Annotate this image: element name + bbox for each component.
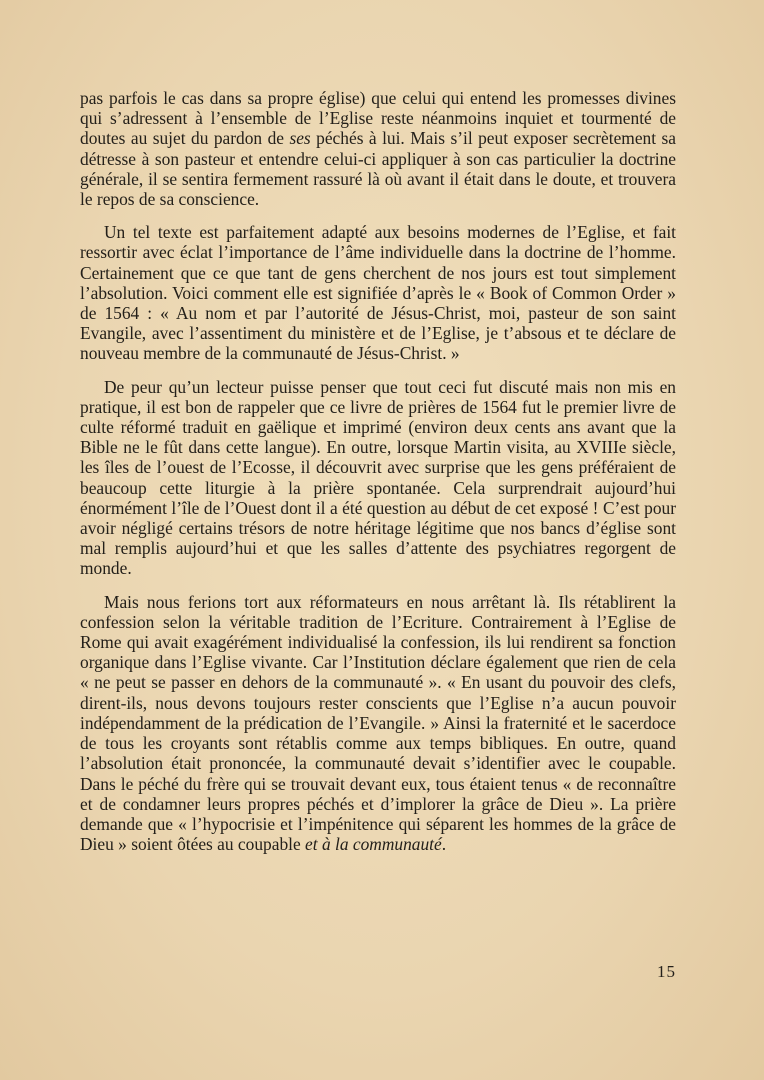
paragraph-1-emphasis: ses — [289, 128, 311, 149]
paragraph-3-text: De peur qu’un lecteur puisse penser que tout ceci fut discuté mais non mis en pratique, il est bon de rappeler que ce livre de prières de 1564 fut le premier livre de culte réformé traduit en gaëlique et imprimé (environ deux cents ans avant que la Bible ne le fût dans cette langue). En outre, lorsque Martin visita, au XVIIIe siècle, les îles de l’ouest de l’Ecosse, il découvrit avec surprise que les gens préféraient de beaucoup cette liturgie à la prière spontanée. Cela surprendrait aujourd’hui énormément l’île de l’Ouest dont il a été question au début de cet exposé ! C’est pour avoir négligé certains trésors de notre héritage légitime que nos bancs d’église sont mal remplis aujourd’hui et que les salles d’attente des psychiatres regorgent de monde. — [80, 376, 676, 579]
paragraph-4-text-a: Mais nous ferions tort aux réformateurs en nous arrêtant là. Ils rétablirent la confession selon la véritable tradition de l’Ecriture. Contrairement à l’Eglise de Rome qui avait exagérément individualisé la confession, ils lui rendirent sa fonction organique dans l’Eglise vivante. Car l’Institution déclare également que rien de cela « ne peut se passer en dehors de la communauté ». « En usant du pouvoir des clefs, dirent-ils, nous devons toujours rester conscients que l’Eglise n’a aucun pouvoir indépendamment de la prédication de l’Evangile. » Ainsi la fraternité et le sacerdoce de tous les croyants sont rétablis comme aux temps bibliques. En outre, quand l’absolution était prononcée, la communauté devait s’identifier avec le coupable. Dans le péché du frère qui se trouvait devant eux, tous étaient tenus « de reconnaître et de condamner leurs propres péchés et d’implorer la grâce de Dieu ». La prière demande que « l’hypocrisie et l’impénitence qui séparent les hommes de la grâce de Dieu » soient ôtées au coupable — [80, 591, 676, 855]
paragraph-1-text-b: péchés à lui. Mais s’il peut exposer secrètement sa détresse à son pasteur et entendre celui-ci appliquer à son cas particulier la doctrine générale, il se sentira fermement rassuré là où avant il était dans le doute, et trouvera le repos de sa conscience. — [80, 128, 676, 210]
paragraph-3 — [80, 377, 676, 579]
body-text — [80, 88, 676, 854]
paragraph-4-emphasis: et à la communauté — [305, 834, 442, 855]
paragraph-1-text-a: pas parfois le cas dans sa propre église) que celui qui entend les promesses divines qui s’adressent à l’ensemble de l’Eglise reste néanmoins inquiet et tourmenté de doutes au sujet du pardon de — [80, 88, 676, 149]
paragraph-4 — [80, 592, 676, 855]
paragraph-2 — [80, 222, 676, 363]
paragraph-2-text: Un tel texte est parfaitement adapté aux besoins modernes de l’Eglise, et fait ressortir avec éclat l’importance de l’âme individuelle dans la doctrine de l’homme. Certainement que ce que tant de gens cherchent de nos jours est tout simplement l’absolution. Voici comment elle est signifiée d’après le « Book of Common Order » de 1564 : « Au nom et par l’autorité de Jésus-Christ, moi, pasteur de son saint Evangile, avec l’assentiment du ministère et de l’Eglise, je t’absous et te déclare de nouveau membre de la communauté de Jésus-Christ. » — [80, 222, 676, 364]
paragraph-1 — [80, 88, 676, 209]
page-number: 15 — [657, 962, 676, 981]
paragraph-4-text-b: . — [441, 834, 447, 855]
